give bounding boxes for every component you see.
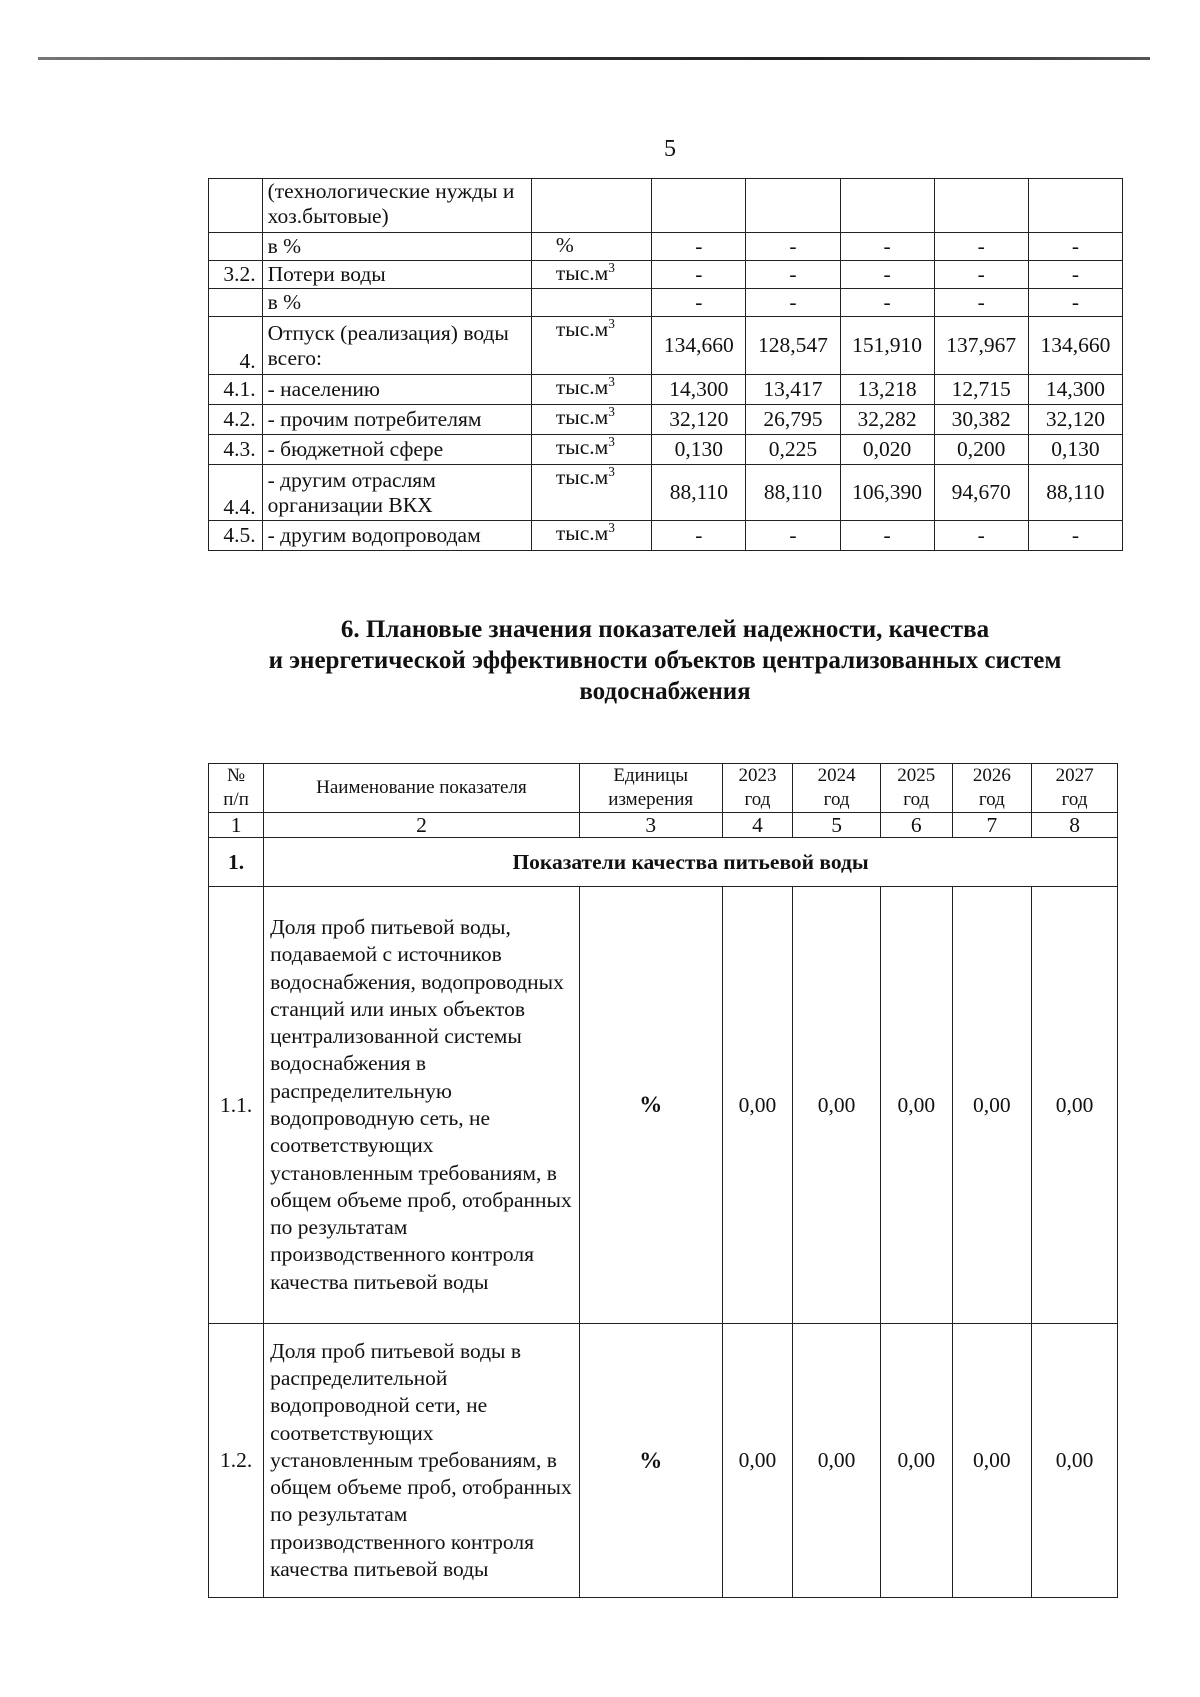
- header-unit-line1: Единицы: [613, 765, 689, 786]
- row-value: 88,110: [746, 465, 840, 521]
- water-balance-table: [208, 178, 1123, 551]
- row-value: 26,795: [746, 405, 840, 435]
- row-value: 0,00: [881, 1324, 952, 1598]
- row-num: 1.1.: [209, 887, 264, 1324]
- row-num: 4.5.: [209, 521, 263, 551]
- row-unit: [531, 521, 651, 551]
- row-value: [746, 179, 840, 233]
- row-value: 30,382: [934, 405, 1028, 435]
- row-value: 13,417: [746, 375, 840, 405]
- row-name: - прочим потребителям: [262, 405, 531, 435]
- header-year-suffix: год: [1061, 789, 1088, 810]
- table-row: [209, 261, 1123, 289]
- header-year-value: 2025: [897, 765, 936, 786]
- row-value: 0,00: [793, 887, 881, 1324]
- row-value: [840, 179, 934, 233]
- header-year-suffix: год: [903, 789, 930, 810]
- row-unit-text: тыс.м: [555, 375, 609, 399]
- row-value: 32,120: [1028, 405, 1122, 435]
- header-year: [722, 764, 792, 813]
- row-value: 0,00: [952, 887, 1032, 1324]
- header-year: [881, 764, 952, 813]
- row-value: 134,660: [652, 317, 746, 375]
- header-year: [952, 764, 1032, 813]
- header-unit: [579, 764, 722, 813]
- row-value: 14,300: [652, 375, 746, 405]
- header-num: [209, 764, 264, 813]
- header-name: Наименование показателя: [264, 764, 580, 813]
- column-index: 1: [209, 813, 264, 838]
- row-unit-superscript: 3: [608, 403, 615, 419]
- row-value: 0,00: [1032, 1324, 1118, 1598]
- row-value: -: [840, 233, 934, 261]
- page-number: 5: [664, 136, 676, 162]
- row-unit: [531, 465, 651, 521]
- row-num: 4.3.: [209, 435, 263, 465]
- row-value: -: [840, 289, 934, 317]
- header-year-suffix: год: [744, 789, 771, 810]
- row-name: - населению: [262, 375, 531, 405]
- column-index: 5: [793, 813, 881, 838]
- row-value: 0,00: [722, 887, 792, 1324]
- row-value: -: [1028, 233, 1122, 261]
- row-value: -: [934, 233, 1028, 261]
- header-year-value: 2023: [738, 765, 777, 786]
- row-value: -: [934, 261, 1028, 289]
- row-unit-text: тыс.м: [555, 405, 609, 429]
- row-name: в %: [262, 233, 531, 261]
- row-indicator-name: Доля проб питьевой воды, подаваемой с источников водоснабжения, водопроводных станций или иных объектов централизованной системы водоснабжения в распределительную водопроводную сеть, не соответствующих установленным требованиям, в общем объеме проб, отобранных по результатам производственного контроля качества питьевой воды: [264, 887, 580, 1324]
- column-index: 8: [1032, 813, 1118, 838]
- header-num-line1: №: [227, 765, 246, 786]
- row-value: 0,00: [952, 1324, 1032, 1598]
- row-value: -: [1028, 521, 1122, 551]
- row-unit: [531, 261, 651, 289]
- row-value: -: [1028, 261, 1122, 289]
- section-row: [209, 838, 1118, 887]
- row-unit: [531, 405, 651, 435]
- column-index: 7: [952, 813, 1032, 838]
- row-unit-superscript: 3: [608, 463, 615, 479]
- row-indicator-name: Доля проб питьевой воды в распределительной водопроводной сети, не соответствующих установленным требованиям, в общем объеме проб, отобранных по результатам производственного контроля качества питьевой воды: [264, 1324, 580, 1598]
- row-num: 4.: [209, 317, 263, 375]
- row-value: 12,715: [934, 375, 1028, 405]
- row-num: 3.2.: [209, 261, 263, 289]
- row-value: 0,130: [652, 435, 746, 465]
- header-year: [793, 764, 881, 813]
- row-unit-text: тыс.м: [555, 521, 609, 545]
- table-row: [209, 289, 1123, 317]
- row-value: 0,225: [746, 435, 840, 465]
- row-value: -: [652, 233, 746, 261]
- row-value: -: [1028, 289, 1122, 317]
- row-value: -: [652, 521, 746, 551]
- row-unit-superscript: 3: [608, 259, 615, 275]
- row-unit-text: тыс.м: [555, 317, 609, 341]
- table-row: [209, 405, 1123, 435]
- table-row: [209, 375, 1123, 405]
- column-index: 6: [881, 813, 952, 838]
- row-value: -: [934, 521, 1028, 551]
- header-year-suffix: год: [978, 789, 1005, 810]
- row-unit-superscript: 3: [608, 433, 615, 449]
- row-unit-text: %: [555, 233, 574, 257]
- row-name: Потери воды: [262, 261, 531, 289]
- row-value: 0,200: [934, 435, 1028, 465]
- row-num: 1.2.: [209, 1324, 264, 1598]
- row-name: в %: [262, 289, 531, 317]
- row-value: 128,547: [746, 317, 840, 375]
- section-num: 1.: [209, 838, 264, 887]
- row-name: (технологические нужды и хоз.бытовые): [262, 179, 531, 233]
- row-value: 106,390: [840, 465, 934, 521]
- row-value: -: [840, 521, 934, 551]
- row-value: 88,110: [1028, 465, 1122, 521]
- table-row: [209, 887, 1118, 1324]
- row-value: -: [652, 261, 746, 289]
- row-value: 94,670: [934, 465, 1028, 521]
- row-value: 13,218: [840, 375, 934, 405]
- row-unit: %: [579, 887, 722, 1324]
- row-value: 32,282: [840, 405, 934, 435]
- row-unit: [531, 233, 651, 261]
- indicators-table: [208, 763, 1118, 1598]
- row-value: 151,910: [840, 317, 934, 375]
- row-name: Отпуск (реализация) воды всего:: [262, 317, 531, 375]
- row-name: - другим отраслям организации ВКХ: [262, 465, 531, 521]
- section-title: [200, 614, 1130, 707]
- row-value: 134,660: [1028, 317, 1122, 375]
- row-unit-text: тыс.м: [555, 261, 609, 285]
- row-name: - бюджетной сфере: [262, 435, 531, 465]
- row-value: -: [934, 289, 1028, 317]
- header-num-line2: п/п: [223, 789, 249, 810]
- section-title-line1: 6. Плановые значения показателей надежности, качества: [340, 616, 990, 643]
- table-row: [209, 521, 1123, 551]
- row-unit: [531, 375, 651, 405]
- row-unit: [531, 317, 651, 375]
- column-index: 4: [722, 813, 792, 838]
- header-year: [1032, 764, 1118, 813]
- column-index: 3: [579, 813, 722, 838]
- row-unit-text: тыс.м: [555, 435, 609, 459]
- table-header-row: [209, 764, 1118, 813]
- row-value: 88,110: [652, 465, 746, 521]
- table-row: [209, 233, 1123, 261]
- row-value: 32,120: [652, 405, 746, 435]
- row-unit: [531, 289, 651, 317]
- row-value: 0,130: [1028, 435, 1122, 465]
- row-value: -: [652, 289, 746, 317]
- row-value: -: [746, 289, 840, 317]
- header-unit-line2: измерения: [608, 789, 694, 810]
- row-num: [209, 179, 263, 233]
- scan-edge-line: [38, 57, 1150, 60]
- section-title-line2: и энергетической эффективности объектов централизованных систем: [268, 647, 1062, 674]
- row-num: 4.4.: [209, 465, 263, 521]
- row-value: -: [746, 233, 840, 261]
- row-value: 0,00: [881, 887, 952, 1324]
- row-unit: [531, 435, 651, 465]
- row-value: 14,300: [1028, 375, 1122, 405]
- row-value: 0,00: [722, 1324, 792, 1598]
- section-heading: Показатели качества питьевой воды: [264, 838, 1118, 887]
- row-unit: %: [579, 1324, 722, 1598]
- column-index-row: [209, 813, 1118, 838]
- row-value: 0,00: [793, 1324, 881, 1598]
- section-title-line3: водоснабжения: [579, 678, 751, 705]
- row-num: [209, 289, 263, 317]
- row-num: 4.2.: [209, 405, 263, 435]
- row-value: 137,967: [934, 317, 1028, 375]
- row-value: [652, 179, 746, 233]
- table-row: [209, 179, 1123, 233]
- row-value: -: [840, 261, 934, 289]
- row-value: [1028, 179, 1122, 233]
- table-row: [209, 465, 1123, 521]
- column-index: 2: [264, 813, 580, 838]
- header-year-value: 2024: [817, 765, 856, 786]
- row-unit-superscript: 3: [608, 519, 615, 535]
- row-value: -: [746, 521, 840, 551]
- row-unit-superscript: 3: [608, 373, 615, 389]
- header-year-value: 2027: [1055, 765, 1094, 786]
- row-unit-text: тыс.м: [555, 465, 609, 489]
- row-name: - другим водопроводам: [262, 521, 531, 551]
- table-row: [209, 435, 1123, 465]
- row-value: [934, 179, 1028, 233]
- row-unit: [531, 179, 651, 233]
- header-year-value: 2026: [972, 765, 1011, 786]
- table-row: [209, 317, 1123, 375]
- row-unit-superscript: 3: [608, 315, 615, 331]
- header-year-suffix: год: [823, 789, 850, 810]
- table-row: [209, 1324, 1118, 1598]
- row-num: [209, 233, 263, 261]
- row-value: 0,020: [840, 435, 934, 465]
- row-num: 4.1.: [209, 375, 263, 405]
- row-value: -: [746, 261, 840, 289]
- row-value: 0,00: [1032, 887, 1118, 1324]
